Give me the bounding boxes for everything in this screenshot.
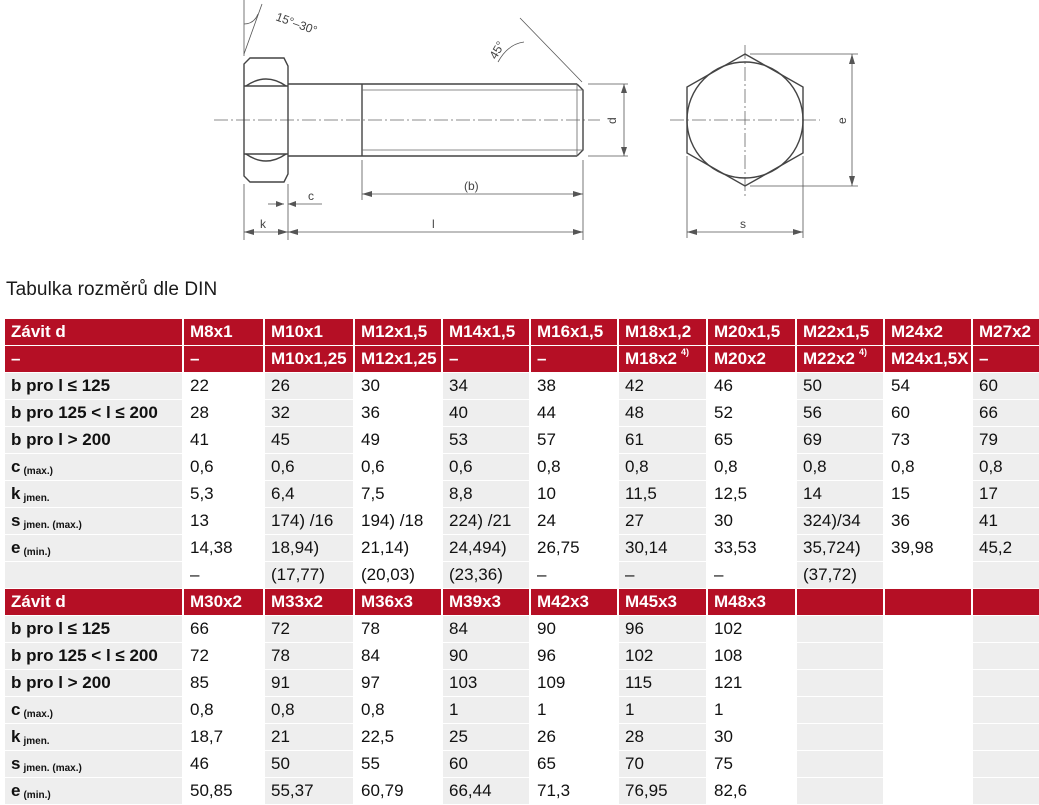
- table-cell: [796, 643, 884, 670]
- table-cell: 0,6: [354, 454, 442, 481]
- table-row: [5, 400, 1039, 427]
- table-cell: 55: [354, 751, 442, 778]
- table-cell: 60: [884, 400, 972, 427]
- dimension-k-label: k: [260, 217, 266, 231]
- table-cell: [972, 562, 1039, 589]
- table-row: [5, 643, 1039, 670]
- table-cell: 0,8: [972, 454, 1039, 481]
- table-cell: 324)/34: [796, 508, 884, 535]
- table-cell: 224) /21: [442, 508, 530, 535]
- table-cell: 78: [354, 616, 442, 643]
- header-thread-cell: M39x3: [442, 589, 530, 616]
- row-label: k $_{jmen.}$: [5, 481, 183, 508]
- header-thread-cell: M18x2 $^{4)}$: [618, 346, 707, 373]
- table-cell: 56: [796, 400, 884, 427]
- table-cell: 0,8: [707, 454, 796, 481]
- header-thread-cell: M22x1,5: [796, 319, 884, 346]
- dimension-b: [362, 160, 583, 240]
- table-cell: 5,3: [183, 481, 264, 508]
- header-thread-cell: M16x1,5: [530, 319, 618, 346]
- table-cell: 66: [183, 616, 264, 643]
- table-cell: (37,72): [796, 562, 884, 589]
- table-cell: 30,14: [618, 535, 707, 562]
- table-cell: 121: [707, 670, 796, 697]
- table-cell: 7,5: [354, 481, 442, 508]
- table-row: [5, 427, 1039, 454]
- table-cell: 84: [442, 616, 530, 643]
- table-cell: [972, 670, 1039, 697]
- row-label: b pro l ≤ 125: [5, 616, 183, 643]
- table-cell: 21: [264, 724, 354, 751]
- header-label-cell: Závit d: [5, 319, 183, 346]
- table-cell: [884, 724, 972, 751]
- table-row: [5, 778, 1039, 805]
- table-cell: 49: [354, 427, 442, 454]
- table-cell: 0,8: [354, 697, 442, 724]
- table-cell: 54: [884, 373, 972, 400]
- table-cell: 102: [618, 643, 707, 670]
- header-thread-cell: M24x1,5X: [884, 346, 972, 373]
- table-cell: 21,14): [354, 535, 442, 562]
- table-cell: 1: [530, 697, 618, 724]
- table-cell: 40: [442, 400, 530, 427]
- table-cell: 108: [707, 643, 796, 670]
- table-cell: 44: [530, 400, 618, 427]
- table-cell: 18,7: [183, 724, 264, 751]
- row-label: e $_{(min.)}$: [5, 778, 183, 805]
- table-cell: 1: [707, 697, 796, 724]
- table-cell: 18,94): [264, 535, 354, 562]
- table-cell: 0,8: [884, 454, 972, 481]
- header-thread-cell: M10x1: [264, 319, 354, 346]
- chamfer-angle-annotation: [244, 0, 319, 56]
- table-cell: 61: [618, 427, 707, 454]
- table-cell: 0,8: [530, 454, 618, 481]
- table-cell: [884, 697, 972, 724]
- table-cell: [884, 751, 972, 778]
- row-label: s $_{jmen. (max.)}$: [5, 751, 183, 778]
- table-row: [5, 697, 1039, 724]
- table-cell: –: [183, 562, 264, 589]
- table-cell: [796, 751, 884, 778]
- row-label: s $_{jmen. (max.)}$: [5, 508, 183, 535]
- table-cell: [884, 670, 972, 697]
- table-row: [5, 454, 1039, 481]
- row-label-qualifier: (max.): [23, 466, 53, 477]
- table-cell: 36: [884, 508, 972, 535]
- table-cell: 75: [707, 751, 796, 778]
- table-cell: 28: [618, 724, 707, 751]
- table-cell: 46: [183, 751, 264, 778]
- dimension-c-label: c: [308, 189, 314, 203]
- table-cell: –: [618, 562, 707, 589]
- dimension-l: [244, 184, 583, 240]
- table-cell: 15: [884, 481, 972, 508]
- row-label-qualifier: jmen.: [23, 736, 50, 747]
- table-cell: 50,85: [183, 778, 264, 805]
- table-cell: 60: [442, 751, 530, 778]
- table-cell: 6,4: [264, 481, 354, 508]
- table-cell: 84: [354, 643, 442, 670]
- dimension-k: [244, 217, 288, 235]
- table-cell: 26,75: [530, 535, 618, 562]
- table-cell: [972, 643, 1039, 670]
- row-label: b pro 125 < l ≤ 200: [5, 400, 183, 427]
- table-cell: 53: [442, 427, 530, 454]
- row-label: b pro l > 200: [5, 427, 183, 454]
- table-cell: 194) /18: [354, 508, 442, 535]
- table-cell: 174) /16: [264, 508, 354, 535]
- table-cell: 85: [183, 670, 264, 697]
- table-cell: 45: [264, 427, 354, 454]
- header-label-cell: Závit d: [5, 589, 183, 616]
- table-caption: Tabulka rozměrů dle DIN: [6, 279, 218, 300]
- table-cell: 72: [264, 616, 354, 643]
- table-cell: 50: [796, 373, 884, 400]
- dimension-e-label: e: [835, 117, 849, 124]
- table-cell: 14: [796, 481, 884, 508]
- table-cell: 57: [530, 427, 618, 454]
- table-cell: 103: [442, 670, 530, 697]
- table-cell: 71,3: [530, 778, 618, 805]
- table-cell: [884, 778, 972, 805]
- header-thread-cell: M33x2: [264, 589, 354, 616]
- row-label: k $_{jmen.}$: [5, 724, 183, 751]
- table-cell: 60: [972, 373, 1039, 400]
- table-cell: 69: [796, 427, 884, 454]
- dimension-s-label: s: [740, 217, 746, 231]
- row-label-qualifier: jmen. (max.): [23, 520, 82, 531]
- table-cell: 73: [884, 427, 972, 454]
- table-cell: 45,2: [972, 535, 1039, 562]
- table-cell: 46: [707, 373, 796, 400]
- header-thread-cell: M48x3: [707, 589, 796, 616]
- header-thread-cell: M24x2: [884, 319, 972, 346]
- table-cell: (23,36): [442, 562, 530, 589]
- table-cell: 72: [183, 643, 264, 670]
- row-label: c $_{(max.)}$: [5, 454, 183, 481]
- table-cell: 60,79: [354, 778, 442, 805]
- table-cell: 10: [530, 481, 618, 508]
- table-cell: [796, 616, 884, 643]
- header-thread-cell: M18x1,2: [618, 319, 707, 346]
- table-cell: [796, 778, 884, 805]
- table-cell: 0,8: [264, 697, 354, 724]
- table-header-row: [5, 589, 1039, 616]
- table-cell: 26: [530, 724, 618, 751]
- header-thread-cell: [884, 589, 972, 616]
- table-cell: 22,5: [354, 724, 442, 751]
- table-cell: 13: [183, 508, 264, 535]
- table-row: [5, 562, 1039, 589]
- table-cell: 90: [530, 616, 618, 643]
- table-cell: 0,6: [183, 454, 264, 481]
- table-row: [5, 670, 1039, 697]
- dimension-l-label: l: [432, 217, 435, 231]
- table-row: [5, 616, 1039, 643]
- table-cell: 66,44: [442, 778, 530, 805]
- header-thread-cell: M10x1,25: [264, 346, 354, 373]
- dimension-d-label: d: [605, 117, 619, 124]
- table-cell: 0,8: [183, 697, 264, 724]
- header-thread-cell: M8x1: [183, 319, 264, 346]
- row-label-qualifier: (max.): [23, 709, 53, 720]
- table-cell: [972, 751, 1039, 778]
- table-cell: 0,6: [442, 454, 530, 481]
- table-cell: 30: [707, 508, 796, 535]
- table-cell: (17,77): [264, 562, 354, 589]
- table-cell: 115: [618, 670, 707, 697]
- table-cell: 28: [183, 400, 264, 427]
- header-thread-cell: –: [972, 346, 1039, 373]
- row-label: [5, 562, 183, 589]
- table-cell: 30: [354, 373, 442, 400]
- table-cell: 97: [354, 670, 442, 697]
- header-thread-cell: –: [442, 346, 530, 373]
- table-cell: 34: [442, 373, 530, 400]
- table-cell: [972, 724, 1039, 751]
- header-thread-cell: –: [530, 346, 618, 373]
- row-label: c $_{(max.)}$: [5, 697, 183, 724]
- table-row: [5, 481, 1039, 508]
- table-cell: 91: [264, 670, 354, 697]
- header-thread-cell: [796, 589, 884, 616]
- table-cell: [884, 616, 972, 643]
- table-cell: 38: [530, 373, 618, 400]
- row-label-qualifier: jmen. (max.): [23, 763, 82, 774]
- table-cell: 102: [707, 616, 796, 643]
- table-cell: –: [530, 562, 618, 589]
- header-thread-cell: M14x1,5: [442, 319, 530, 346]
- table-row: [5, 751, 1039, 778]
- bolt-technical-drawing: [0, 0, 1039, 250]
- table-cell: 25: [442, 724, 530, 751]
- dimension-table: [5, 319, 1039, 805]
- row-label: b pro l ≤ 125: [5, 373, 183, 400]
- table-cell: 42: [618, 373, 707, 400]
- table-cell: 0,8: [618, 454, 707, 481]
- table-cell: 36: [354, 400, 442, 427]
- table-cell: [796, 697, 884, 724]
- table-cell: 52: [707, 400, 796, 427]
- table-cell: 32: [264, 400, 354, 427]
- table-cell: 66: [972, 400, 1039, 427]
- header-thread-cell: M12x1,25: [354, 346, 442, 373]
- header-thread-cell: M30x2: [183, 589, 264, 616]
- table-cell: 41: [972, 508, 1039, 535]
- footnote-marker: 4): [858, 347, 867, 358]
- table-cell: 26: [264, 373, 354, 400]
- dimension-b-label: (b): [464, 179, 479, 193]
- header-thread-cell: M20x2: [707, 346, 796, 373]
- table-cell: 8,8: [442, 481, 530, 508]
- header-thread-cell: M36x3: [354, 589, 442, 616]
- table-cell: 96: [530, 643, 618, 670]
- header-thread-cell: M27x2: [972, 319, 1039, 346]
- header-thread-cell: M42x3: [530, 589, 618, 616]
- table-cell: 27: [618, 508, 707, 535]
- table-cell: –: [707, 562, 796, 589]
- table-cell: [972, 697, 1039, 724]
- table-cell: [796, 670, 884, 697]
- table-cell: 48: [618, 400, 707, 427]
- thread-angle-label: 45°: [486, 38, 508, 62]
- table-cell: 50: [264, 751, 354, 778]
- table-cell: 41: [183, 427, 264, 454]
- table-cell: 109: [530, 670, 618, 697]
- table-cell: 24,494): [442, 535, 530, 562]
- table-header-row-alt: [5, 346, 1039, 373]
- table-cell: 96: [618, 616, 707, 643]
- row-label-qualifier: (min.): [23, 547, 51, 558]
- table-cell: 70: [618, 751, 707, 778]
- table-cell: 82,6: [707, 778, 796, 805]
- table-cell: 11,5: [618, 481, 707, 508]
- header-thread-cell: M12x1,5: [354, 319, 442, 346]
- header-label-cell: –: [5, 346, 183, 373]
- table-cell: 0,6: [264, 454, 354, 481]
- table-cell: 39,98: [884, 535, 972, 562]
- table-row: [5, 535, 1039, 562]
- row-label-qualifier: (min.): [23, 790, 51, 801]
- header-thread-cell: M22x2 $^{4)}$: [796, 346, 884, 373]
- table-row: [5, 724, 1039, 751]
- table-cell: 79: [972, 427, 1039, 454]
- table-header-row: [5, 319, 1039, 346]
- table-cell: [884, 643, 972, 670]
- table-row: [5, 508, 1039, 535]
- table-cell: 65: [707, 427, 796, 454]
- table-cell: 17: [972, 481, 1039, 508]
- table-cell: [884, 562, 972, 589]
- table-cell: 33,53: [707, 535, 796, 562]
- table-cell: 24: [530, 508, 618, 535]
- row-label: b pro l > 200: [5, 670, 183, 697]
- row-label: b pro 125 < l ≤ 200: [5, 643, 183, 670]
- header-thread-cell: M45x3: [618, 589, 707, 616]
- header-thread-cell: [972, 589, 1039, 616]
- table-cell: 30: [707, 724, 796, 751]
- table-cell: 76,95: [618, 778, 707, 805]
- table-row: [5, 373, 1039, 400]
- header-thread-cell: M20x1,5: [707, 319, 796, 346]
- dimension-c: [268, 189, 322, 207]
- table-cell: 78: [264, 643, 354, 670]
- table-cell: 12,5: [707, 481, 796, 508]
- table-cell: 14,38: [183, 535, 264, 562]
- thread-angle-annotation: [486, 18, 582, 82]
- table-cell: (20,03): [354, 562, 442, 589]
- table-cell: 22: [183, 373, 264, 400]
- chamfer-angle-label: 15°–30°: [273, 9, 320, 38]
- table-cell: 1: [442, 697, 530, 724]
- table-cell: [796, 724, 884, 751]
- row-label: e $_{(min.)}$: [5, 535, 183, 562]
- header-thread-cell: –: [183, 346, 264, 373]
- table-cell: 65: [530, 751, 618, 778]
- table-cell: [972, 778, 1039, 805]
- table-cell: 90: [442, 643, 530, 670]
- table-cell: [972, 616, 1039, 643]
- table-cell: 55,37: [264, 778, 354, 805]
- table-cell: 1: [618, 697, 707, 724]
- table-cell: 0,8: [796, 454, 884, 481]
- row-label-qualifier: jmen.: [23, 493, 50, 504]
- footnote-marker: 4): [680, 347, 689, 358]
- table-cell: 35,724): [796, 535, 884, 562]
